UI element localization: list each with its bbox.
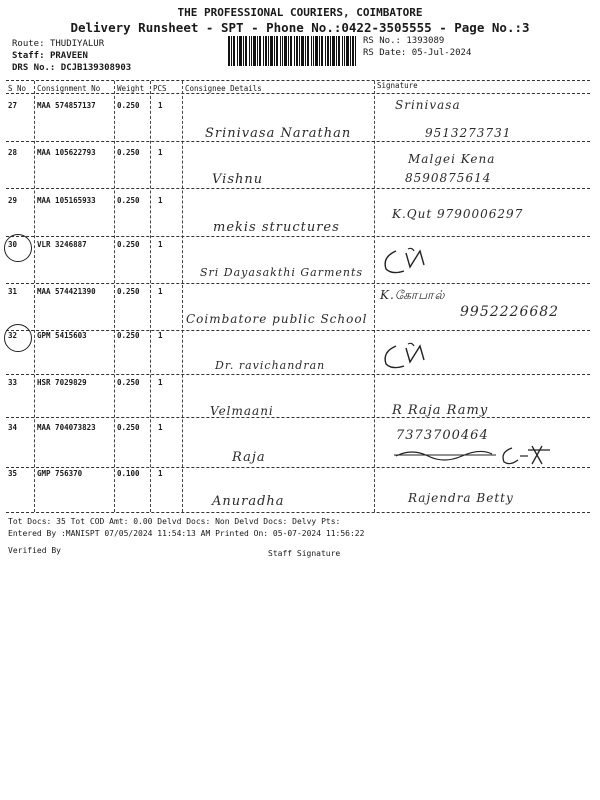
row-consignment-no: GMP 756370 [37, 469, 83, 478]
row-weight: 0.250 [117, 196, 140, 205]
row-sno: 34 [8, 423, 18, 432]
row-weight: 0.250 [117, 331, 140, 340]
row-consignee: mekis structures [213, 220, 340, 235]
row-sno: 31 [8, 287, 18, 296]
rs-date-line [363, 48, 471, 58]
table-bottom-rule [6, 512, 590, 513]
col-header-consignee: Consignee Details [185, 84, 262, 93]
row-pcs: 1 [158, 101, 163, 110]
row-consignee: Raja [232, 450, 266, 465]
row-pcs: 1 [158, 469, 163, 478]
route-line [12, 39, 104, 49]
col-header-signature: Signature [377, 81, 418, 90]
row-consignment-no: MAA 105165933 [37, 196, 96, 205]
row-consignee: Coimbatore public School [186, 312, 368, 326]
row-consignment-no: GPM 5415603 [37, 331, 87, 340]
row-pcs: 1 [158, 331, 163, 340]
rs-no-value: 1393089 [406, 36, 445, 46]
row-weight: 0.250 [117, 378, 140, 387]
row-consignee: Dr. ravichandran [215, 359, 326, 372]
totals-line: Tot Docs: 35 Tot COD Amt: 0.00 Delvd Docs: Non Delvd Docs: Delvy Pts: [8, 517, 341, 526]
row-consignee: Srinivasa Narathan [205, 126, 352, 141]
row-consignee: Anuradha [212, 494, 285, 509]
row-consignment-no: MAA 574421390 [37, 287, 96, 296]
row-pcs: 1 [158, 148, 163, 157]
row-signature: Srinivasa [395, 98, 461, 112]
row-sno: 33 [8, 378, 18, 387]
rs-date-value: 05-Jul-2024 [411, 48, 472, 58]
row-signature: K.கோபால் [380, 288, 446, 302]
drs-line [12, 63, 131, 73]
verified-by-label: Verified By [8, 546, 61, 555]
drs-value: DCJB139308903 [60, 63, 132, 73]
row-signature-phone: 9513273731 [425, 126, 512, 140]
col-header-weight: Weight [117, 84, 145, 93]
row-weight: 0.250 [117, 101, 140, 110]
row-signature: 7373700464 [396, 428, 489, 443]
row-consignment-no: VLR 3246887 [37, 240, 87, 249]
barcode-image [228, 36, 356, 66]
col-header-pcs: PCS [153, 84, 167, 93]
cn-mark-icon [378, 340, 438, 372]
route-value: THUDIYALUR [49, 39, 105, 49]
row-weight: 0.250 [117, 287, 140, 296]
row-pcs: 1 [158, 240, 163, 249]
col-divider [182, 81, 183, 512]
row-signature: Malgei Kena [408, 152, 496, 166]
staff-line [12, 51, 88, 61]
row-consignee: Vishnu [212, 172, 264, 187]
col-header-consignment: Consignment No [37, 84, 101, 93]
row-separator [6, 188, 590, 189]
row-sno: 27 [8, 101, 18, 110]
row-pcs: 1 [158, 378, 163, 387]
runsheet-subtitle: Delivery Runsheet - SPT - Phone No.:0422-3505555 - Page No.:3 [70, 20, 530, 35]
company-title: THE PROFESSIONAL COURIERS, COIMBATORE [177, 6, 423, 19]
cn-mark-icon [378, 245, 438, 277]
col-divider [114, 81, 115, 512]
row-consignment-no: MAA 574857137 [37, 101, 96, 110]
drs-label: DRS No.: [12, 63, 56, 73]
row-signature: K.Qut 9790006297 [392, 207, 524, 221]
row-signature: Rajendra Betty [408, 491, 514, 505]
staff-label: Staff: [12, 51, 45, 61]
col-header-sno: S No [8, 84, 27, 93]
rs-date-label: RS Date: [363, 48, 407, 58]
header-bottom-rule [6, 93, 590, 94]
row-pcs: 1 [158, 287, 163, 296]
row-sno: 32 [8, 331, 18, 340]
row-separator [6, 467, 590, 468]
row-sno: 35 [8, 469, 18, 478]
row-signature-phone: 9952226682 [460, 304, 560, 320]
scribble-mark [392, 442, 572, 468]
row-sno: 29 [8, 196, 18, 205]
row-separator [6, 283, 590, 284]
row-separator [6, 236, 590, 237]
row-weight: 0.250 [117, 423, 140, 432]
rs-no-line [363, 36, 444, 46]
row-weight: 0.250 [117, 148, 140, 157]
route-label: Route: [12, 39, 45, 49]
row-consignment-no: HSR 7029829 [37, 378, 87, 387]
row-pcs: 1 [158, 196, 163, 205]
row-signature: R Raja Ramy [392, 403, 489, 418]
row-separator [6, 141, 590, 142]
row-consignment-no: MAA 704073823 [37, 423, 96, 432]
row-sno: 28 [8, 148, 18, 157]
row-consignee: Velmaani [210, 404, 274, 418]
col-divider [374, 81, 375, 512]
header-top-rule [6, 80, 590, 81]
rs-no-label: RS No.: [363, 36, 401, 46]
row-separator [6, 417, 590, 418]
row-pcs: 1 [158, 423, 163, 432]
row-signature-phone: 8590875614 [405, 171, 492, 185]
col-divider [150, 81, 151, 512]
row-consignee: Sri Dayasakthi Garments [200, 266, 364, 279]
col-divider [34, 81, 35, 512]
row-separator [6, 330, 590, 331]
row-sno: 30 [8, 240, 18, 249]
staff-value: PRAVEEN [49, 51, 88, 61]
entered-by-line: Entered By :MANISPT 07/05/2024 11:54:13 AM Printed On: 05-07-2024 11:56:22 [8, 529, 365, 538]
row-separator [6, 374, 590, 375]
row-weight: 0.100 [117, 469, 140, 478]
staff-signature-label: Staff Signature [268, 549, 341, 558]
row-consignment-no: MAA 105622793 [37, 148, 96, 157]
row-weight: 0.250 [117, 240, 140, 249]
